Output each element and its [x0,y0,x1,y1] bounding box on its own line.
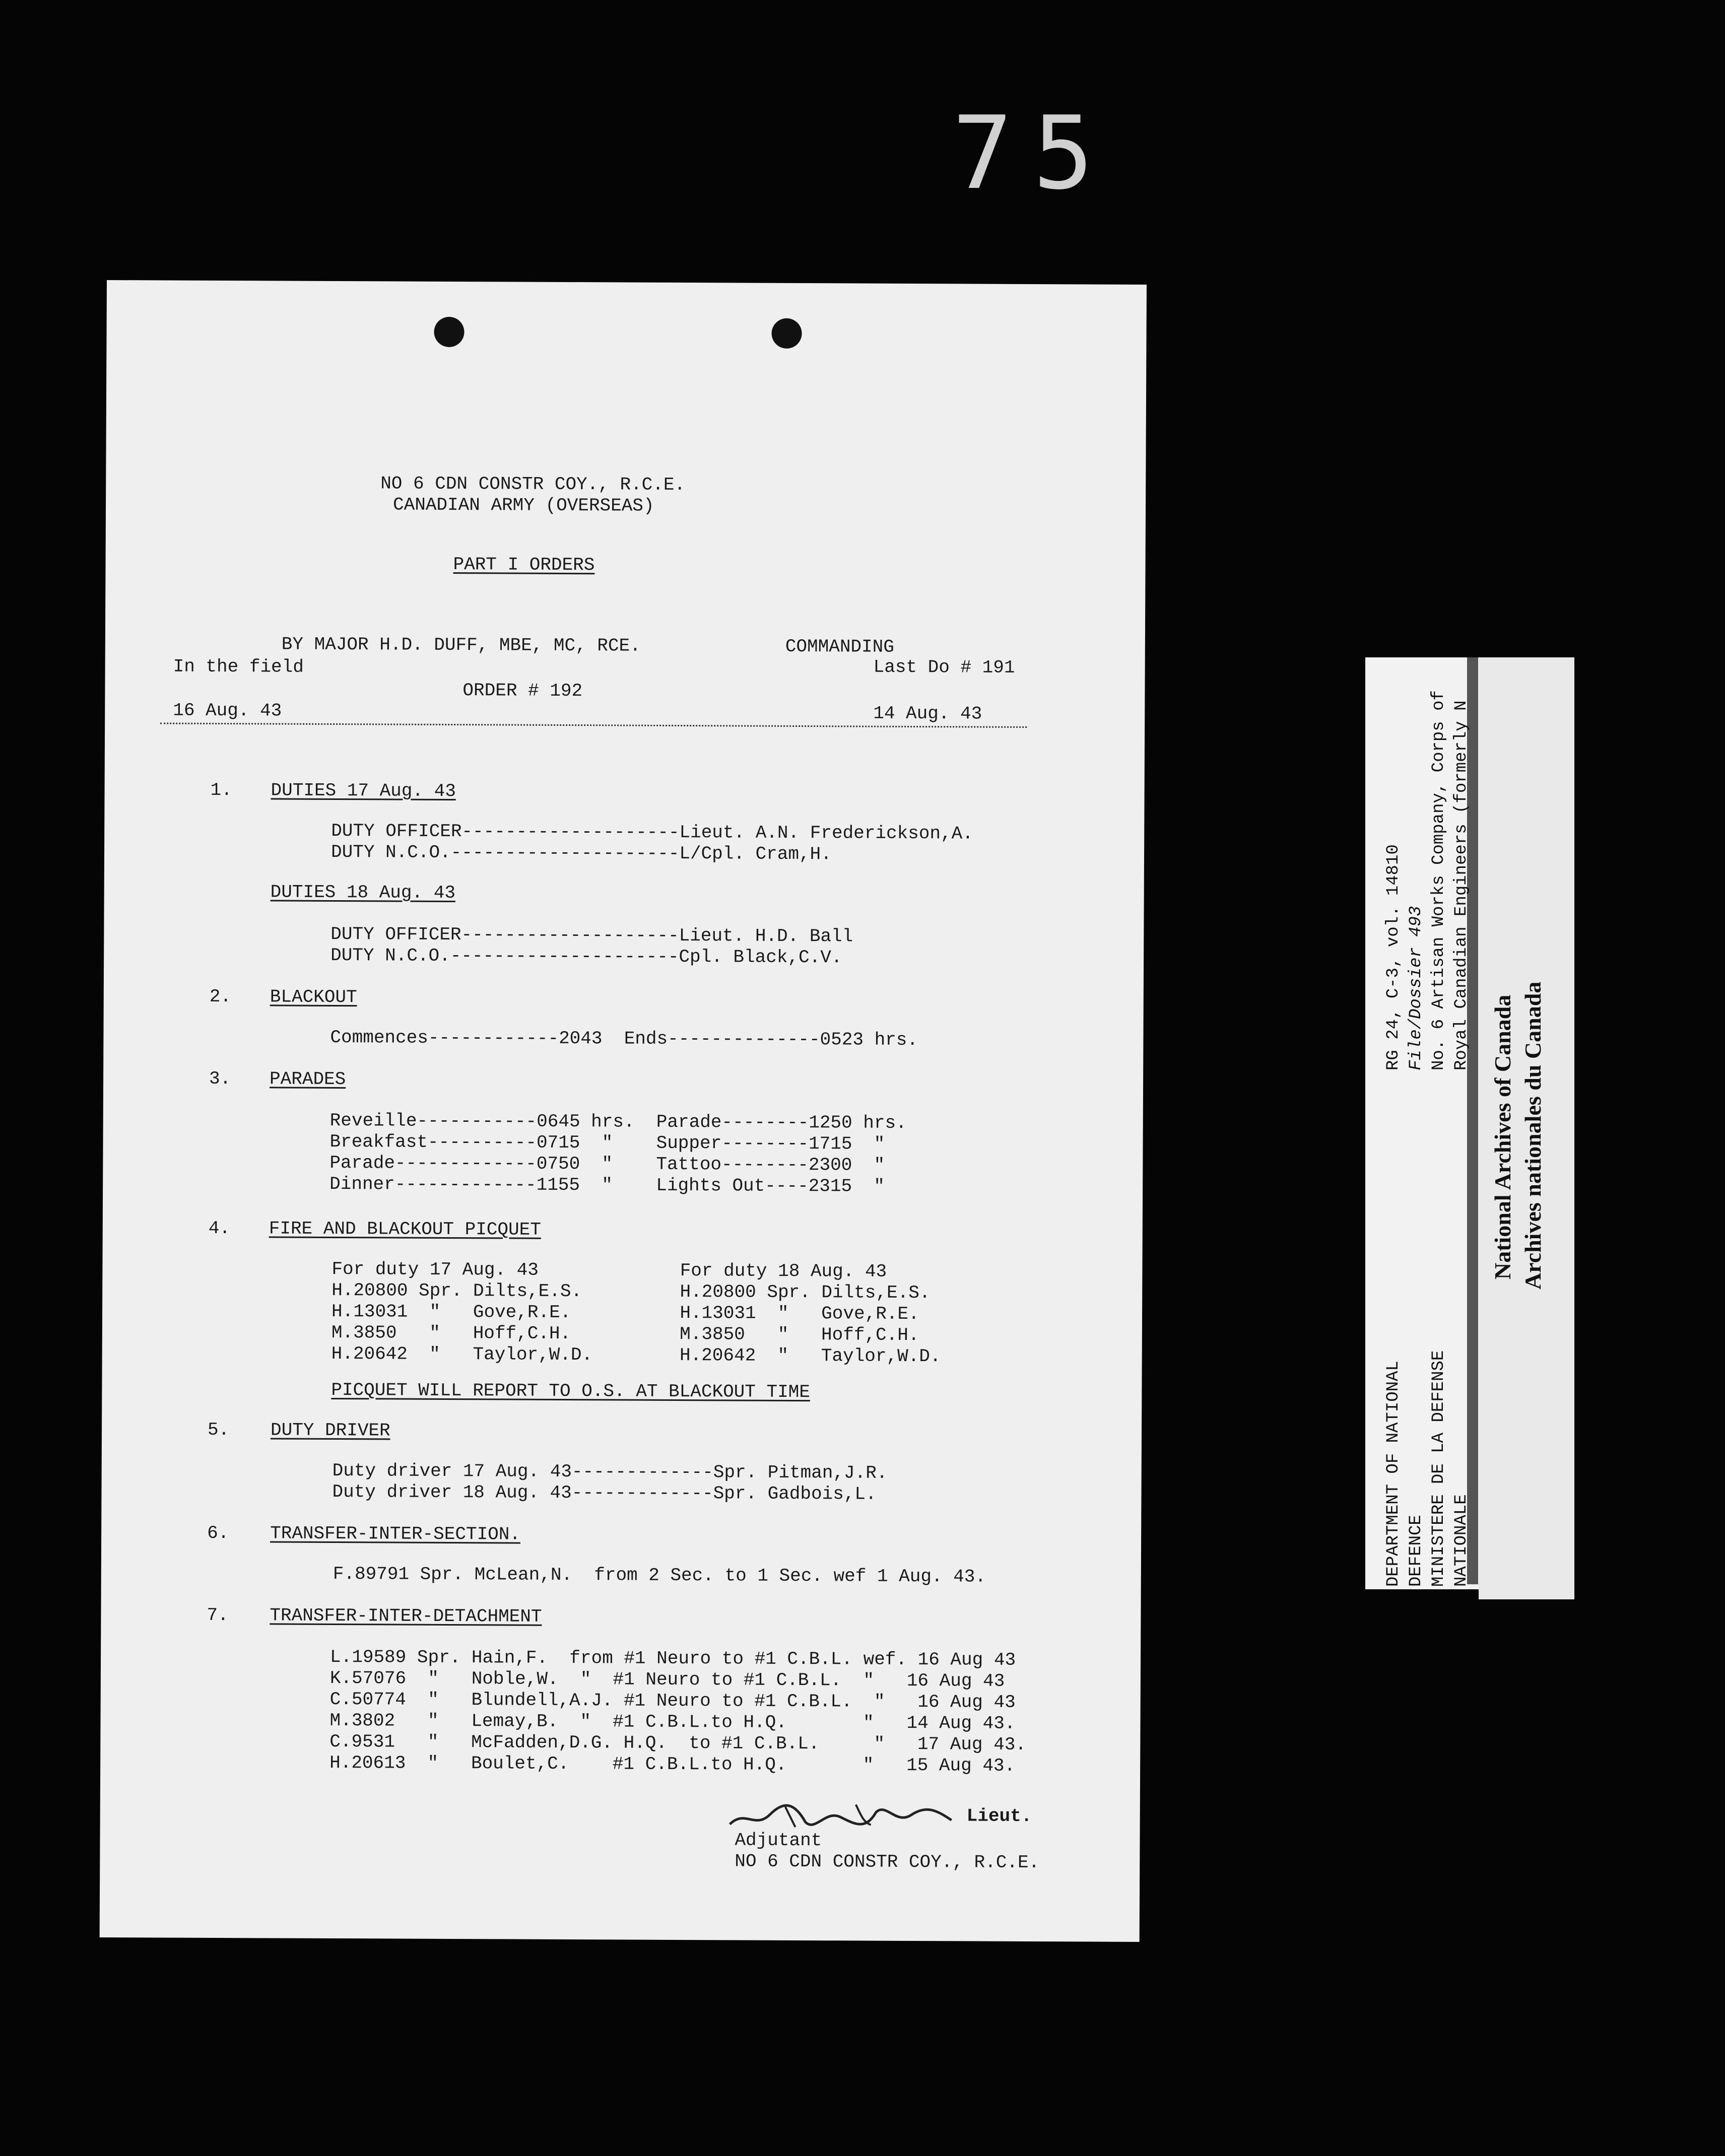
section-heading: PARADES [269,1068,346,1090]
picquet-note: PICQUET WILL REPORT TO O.S. AT BLACKOUT TIME [331,1379,811,1403]
duty-line: DUTY N.C.O.---------------------L/Cpl. Cram,H. [330,841,832,865]
duty-line: DUTY N.C.O.---------------------Cpl. Black,C.V. [330,945,842,968]
blackout-line: Commences------------2043 Ends--------------0523 hrs. [330,1027,918,1051]
duty-line: DUTY OFFICER--------------------Lieut. H.D. Ball [330,923,853,947]
archive-ref-line: RG 24, C-3, vol. 14810 [1384,844,1403,1070]
department-line: DEPARTMENT OF NATIONAL [1384,1361,1403,1587]
last-do: Last Do # 191 [873,656,1015,678]
signature-unit: NO 6 CDN CONSTR COY., R.C.E. [735,1851,1040,1873]
archives-name-fr: Archives nationales du Canada [1520,981,1546,1290]
location: In the field [173,656,304,678]
archive-ref-line: Royal Canadian Engineers (formerly N [1452,700,1471,1070]
section-heading: DUTY DRIVER [270,1420,390,1441]
document-page [100,280,1147,1942]
section-heading: TRANSFER-INTER-DETACHMENT [270,1605,542,1627]
section-heading: TRANSFER-INTER-SECTION. [270,1523,521,1545]
section-number: 6. [207,1522,229,1544]
detachment-row: L.19589 Spr. Hain,F. from #1 Neuro to #1 C.B.L. wef. 16 Aug 43 [329,1646,1016,1670]
punch-hole [771,318,802,349]
picquet-row: M.3850 " Hoff,C.H. M.3850 " Hoff,C.H. [331,1322,919,1346]
unit-header: NO 6 CDN CONSTR COY., R.C.E. [380,473,686,496]
department-line: NATIONALE [1452,1494,1471,1587]
section-number: 1. [210,779,232,801]
last-do-date: 14 Aug. 43 [873,703,982,724]
section-heading: DUTIES 17 Aug. 43 [271,780,456,802]
signature-title: Adjutant [735,1830,822,1851]
parade-row: Parade-------------0750 " Tattoo--------2300 " [329,1152,885,1176]
archive-ref-line: File/Dossier 493 [1407,906,1426,1070]
section-number: 7. [207,1604,229,1626]
section-heading: FIRE AND BLACKOUT PICQUET [269,1218,541,1240]
detachment-row: C.50774 " Blundell,A.J. #1 Neuro to #1 C.B.L. " 16 Aug 43 [329,1689,1016,1713]
signature-rank: Lieut. [966,1805,1032,1827]
by-line: BY MAJOR H.D. DUFF, MBE, MC, RCE. [281,634,641,656]
section-number: 4. [208,1218,231,1239]
picquet-row: H.20642 " Taylor,W.D. H.20642 " Taylor,W.D. [331,1343,941,1367]
section-number: 3. [209,1068,231,1090]
section-heading: DUTIES 18 Aug. 43 [270,882,456,904]
order-date: 16 Aug. 43 [173,700,282,721]
section-heading: BLACKOUT [270,986,357,1008]
department-line: DEFENCE [1407,1515,1426,1587]
driver-line: Duty driver 17 Aug. 43-------------Spr. Pitman,J.R. [332,1460,888,1484]
picquet-row: H.13031 " Gove,R.E. H.13031 " Gove,R.E. [331,1301,919,1325]
detachment-row: H.20613 " Boulet,C. #1 C.B.L.to H.Q. " 15 Aug 43. [329,1752,1016,1776]
order-number: ORDER # 192 [462,680,583,702]
frame-number: 75 [952,95,1114,212]
transfer-line: F.89791 Spr. McLean,N. from 2 Sec. to 1 Sec. wef 1 Aug. 43. [333,1563,986,1587]
detachment-row: C.9531 " McFadden,D.G. H.Q. to #1 C.B.L. " 17 Aug 43. [329,1731,1027,1755]
document-title: PART I ORDERS [453,554,595,576]
section-number: 5. [207,1419,230,1441]
duty-line: DUTY OFFICER--------------------Lieut. A.N. Frederickson,A. [331,820,973,844]
parade-row: Breakfast----------0715 " Supper--------1715 " [329,1131,885,1155]
punch-hole [434,317,464,347]
commanding-label: COMMANDING [785,636,894,657]
picquet-row: H.20800 Spr. Dilts,E.S. H.20800 Spr. Dilts,E.S. [331,1279,931,1304]
parade-row: Reveille-----------0645 hrs. Parade--------1250 hrs. [329,1110,907,1133]
army-header: CANADIAN ARMY (OVERSEAS) [392,494,654,516]
detachment-row: K.57076 " Noble,W. " #1 Neuro to #1 C.B.L. " 16 Aug 43 [329,1667,1005,1692]
detachment-row: M.3802 " Lemay,B. " #1 C.B.L.to H.Q. " 14 Aug 43. [329,1710,1016,1734]
section-number: 2. [209,986,232,1007]
parade-row: Dinner-------------1155 " Lights Out----2315 " [329,1173,885,1197]
driver-line: Duty driver 18 Aug. 43-------------Spr. Gadbois,L. [332,1481,877,1505]
picquet-row: For duty 17 Aug. 43 For duty 18 Aug. 43 [331,1258,887,1282]
archives-name-en: National Archives of Canada [1490,994,1515,1279]
department-line: MINISTERE DE LA DEFENSE [1429,1350,1448,1587]
archive-ref-line: No. 6 Artisan Works Company, Corps of [1429,690,1448,1070]
